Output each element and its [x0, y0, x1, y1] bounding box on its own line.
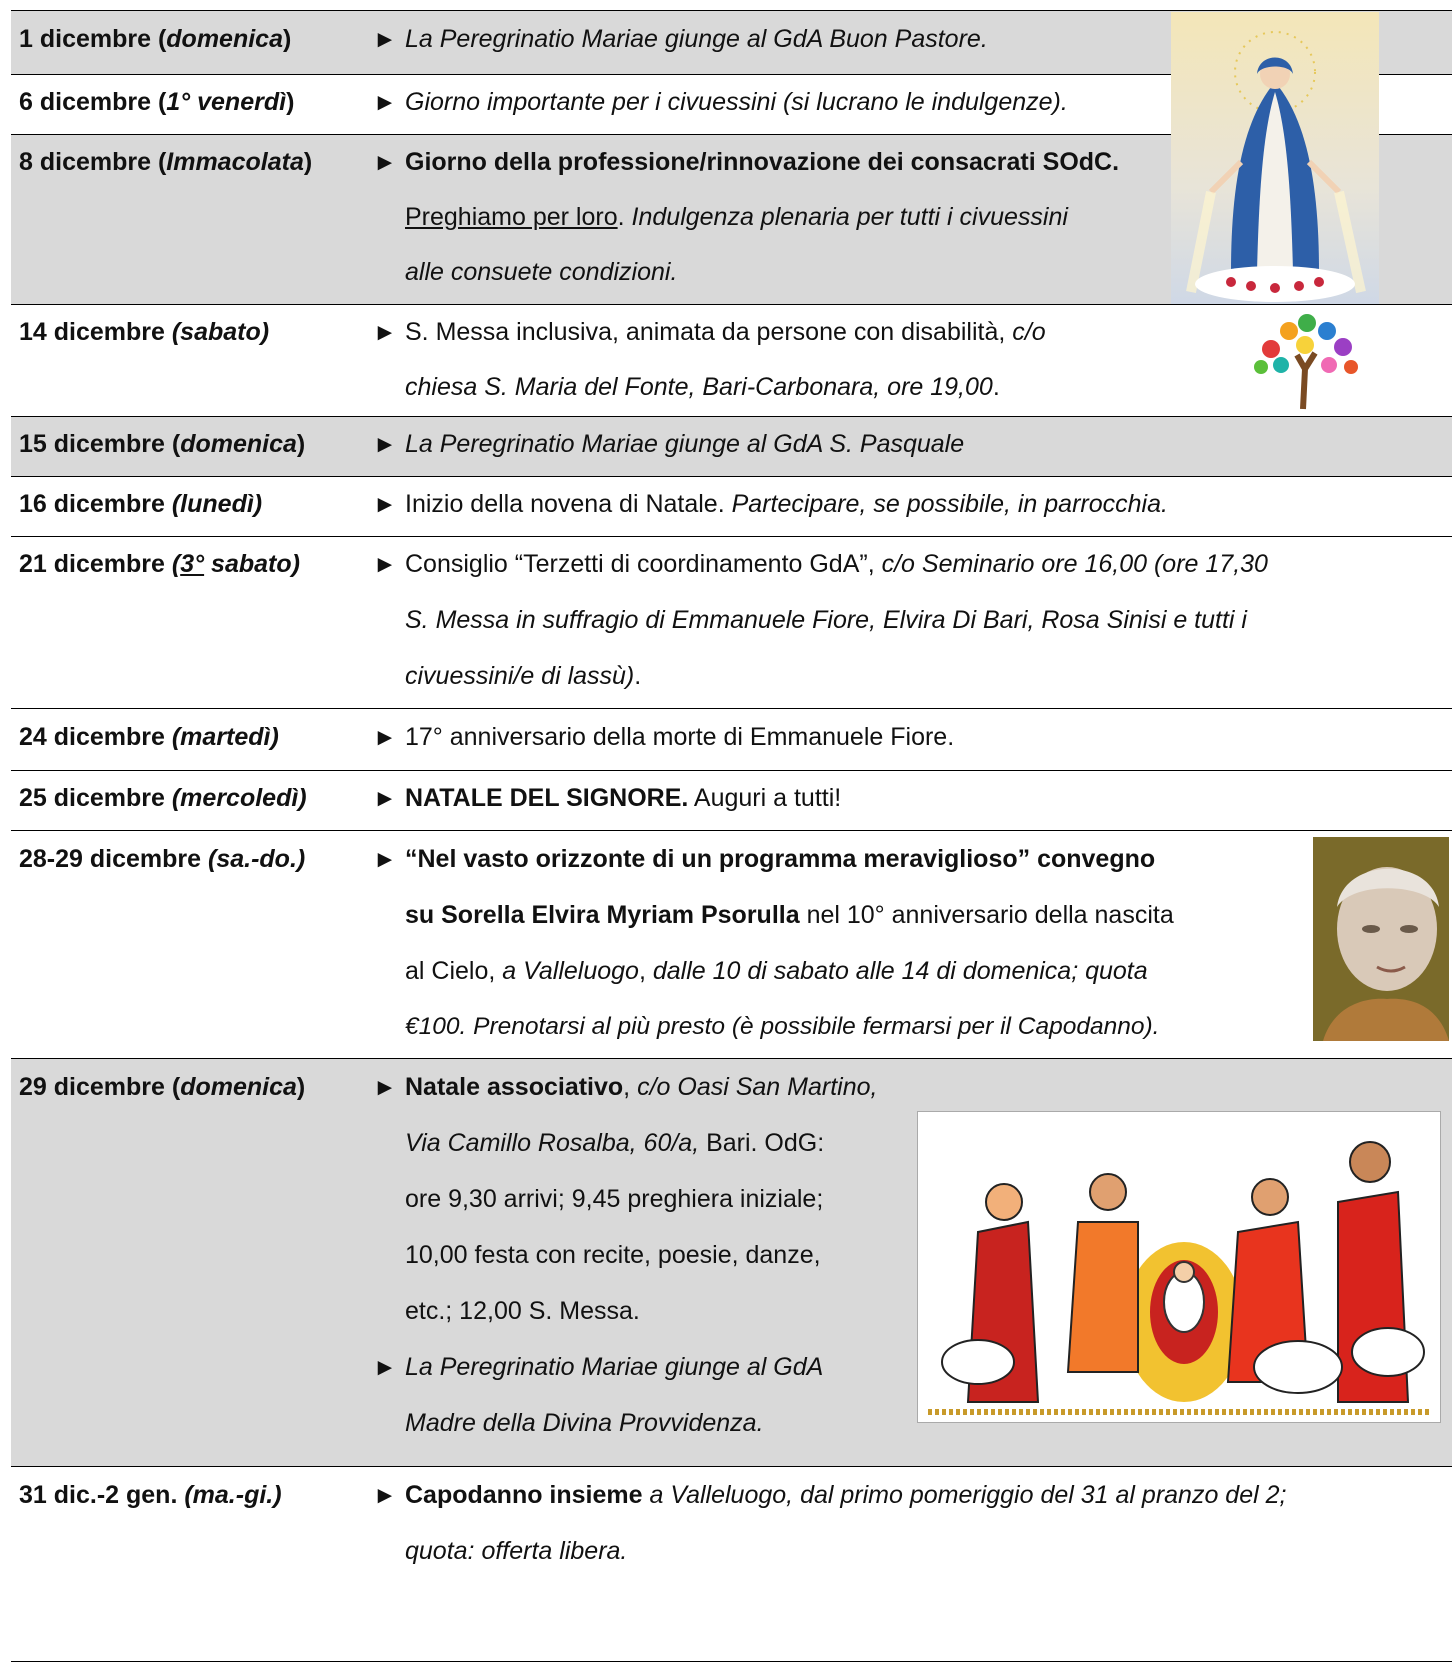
- bullet-arrow-icon: ►: [373, 785, 397, 812]
- bullet-arrow-icon: ►: [373, 149, 397, 176]
- event-row: [11, 476, 1452, 536]
- bullet-arrow-icon: ►: [373, 1354, 397, 1381]
- event-desc: ► Inizio della novena di Natale. Partecipare, se possibile, in parrocchia.: [373, 490, 1168, 518]
- event-desc: ► Capodanno insieme a Valleluogo, dal primo pomeriggio del 31 al pranzo del 2;: [373, 1481, 1287, 1509]
- event-desc-cont: 10,00 festa con recite, poesie, danze,: [405, 1241, 821, 1269]
- event-desc-cont: Preghiamo per loro. Indulgenza plenaria per tutti i civuessini: [405, 203, 1068, 231]
- event-desc-cont: Madre della Divina Provvidenza.: [405, 1409, 764, 1437]
- event-row: [11, 536, 1452, 708]
- event-desc-cont: etc.; 12,00 S. Messa.: [405, 1297, 640, 1325]
- event-desc-cont: quota: offerta libera.: [405, 1537, 628, 1565]
- event-date: 8 dicembre (Immacolata): [19, 148, 313, 176]
- event-date: 24 dicembre (martedì): [19, 723, 279, 751]
- event-desc-cont: S. Messa in suffragio di Emmanuele Fiore, Elvira Di Bari, Rosa Sinisi e tutti i: [405, 606, 1247, 634]
- event-desc-cont: civuessini/e di lassù).: [405, 662, 642, 690]
- event-desc-cont: ore 9,30 arrivi; 9,45 preghiera iniziale;: [405, 1185, 824, 1213]
- event-desc-cont: chiesa S. Maria del Fonte, Bari-Carbonara, ore 19,00.: [405, 373, 1000, 401]
- bullet-arrow-icon: ►: [373, 89, 397, 116]
- portrait-image: [1313, 837, 1449, 1041]
- event-desc-cont: €100. Prenotarsi al più presto (è possibile fermarsi per il Capodanno).: [405, 1013, 1160, 1040]
- event-desc: ► Natale associativo, c/o Oasi San Martino,: [373, 1073, 878, 1101]
- event-date: 15 dicembre (domenica): [19, 430, 306, 458]
- bullet-arrow-icon: ►: [373, 431, 397, 458]
- bullet-arrow-icon: ►: [373, 724, 397, 751]
- event-date: 29 dicembre (domenica): [19, 1073, 306, 1101]
- event-date: 1 dicembre (domenica): [19, 25, 292, 53]
- nativity-image: [917, 1111, 1441, 1423]
- bullet-arrow-icon: ►: [373, 846, 397, 873]
- event-row: [11, 416, 1452, 476]
- event-row: [11, 304, 1452, 416]
- bullet-arrow-icon: ►: [373, 26, 397, 53]
- event-desc-cont: alle consuete condizioni.: [405, 258, 678, 286]
- event-row: [11, 830, 1452, 1058]
- event-desc: ► S. Messa inclusiva, animata da persone con disabilità, c/o: [373, 318, 1046, 346]
- event-date: 14 dicembre (sabato): [19, 318, 270, 346]
- event-row: [11, 708, 1452, 770]
- event-desc-cont: al Cielo, a Valleluogo, dalle 10 di sabato alle 14 di domenica; quota: [405, 957, 1148, 985]
- event-row: [11, 1058, 1452, 1466]
- event-date: 28-29 dicembre (sa.-do.): [19, 845, 306, 873]
- event-desc: ► Giorno della professione/rinnovazione dei consacrati SOdC.: [373, 148, 1120, 176]
- event-desc: ► Giorno importante per i civuessini (si lucrano le indulgenze).: [373, 88, 1068, 116]
- bullet-arrow-icon: ►: [373, 551, 397, 578]
- event-desc: ► La Peregrinatio Mariae giunge al GdA: [373, 1353, 824, 1381]
- event-date: 25 dicembre (mercoledì): [19, 784, 307, 812]
- event-date: 16 dicembre (lunedì): [19, 490, 263, 518]
- event-desc-cont: su Sorella Elvira Myriam Psorulla nel 10° anniversario della nascita: [405, 901, 1174, 929]
- event-date: 31 dic.-2 gen. (ma.-gi.): [19, 1481, 282, 1509]
- event-date: 6 dicembre (1° venerdì): [19, 88, 295, 116]
- event-desc: ► La Peregrinatio Mariae giunge al GdA Buon Pastore.: [373, 25, 988, 53]
- event-desc-cont: Via Camillo Rosalba, 60/a, Bari. OdG:: [405, 1129, 825, 1157]
- event-desc: ► 17° anniversario della morte di Emmanuele Fiore.: [373, 723, 955, 751]
- event-row: [11, 1466, 1452, 1662]
- immacolata-image: [1171, 12, 1379, 304]
- bullet-arrow-icon: ►: [373, 1482, 397, 1509]
- bullet-arrow-icon: ►: [373, 1074, 397, 1101]
- event-row: [11, 770, 1452, 830]
- event-desc: ► “Nel vasto orizzonte di un programma meraviglioso” convegno: [373, 845, 1156, 873]
- event-desc: ► La Peregrinatio Mariae giunge al GdA S. Pasquale: [373, 430, 965, 458]
- bullet-arrow-icon: ►: [373, 491, 397, 518]
- bullet-arrow-icon: ►: [373, 319, 397, 346]
- event-date: 21 dicembre (3° sabato): [19, 550, 300, 578]
- event-desc: ► NATALE DEL SIGNORE. Auguri a tutti!: [373, 784, 842, 812]
- event-desc: ► Consiglio “Terzetti di coordinamento GdA”, c/o Seminario ore 16,00 (ore 17,30: [373, 550, 1268, 578]
- hands-tree-image: [1241, 309, 1371, 413]
